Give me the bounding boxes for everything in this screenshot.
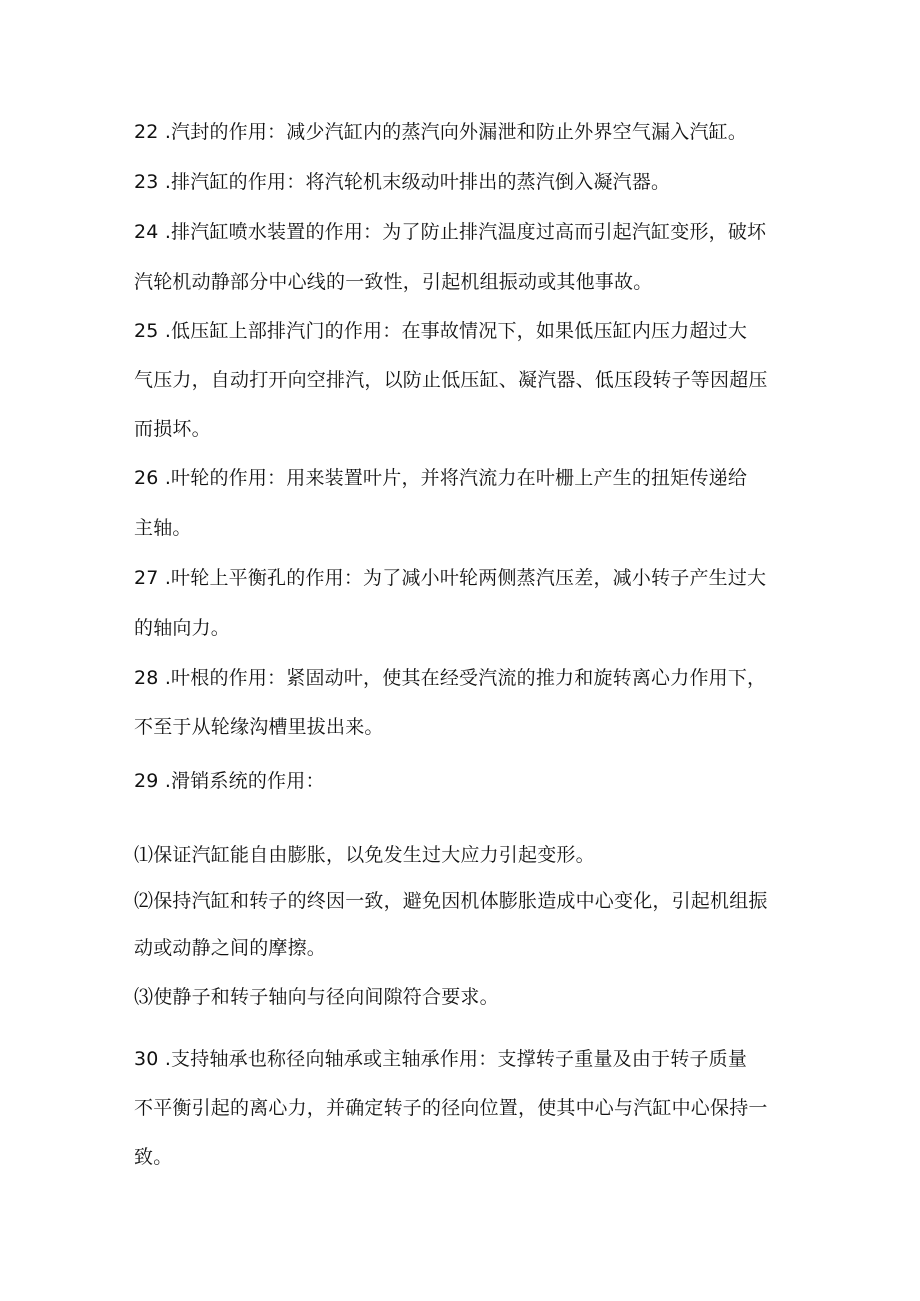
text-line-item-25-c: 而损坏。	[134, 418, 211, 440]
text-line-item-29-3: ⑶使静子和转子轴向与径向间隙符合要求。	[134, 986, 499, 1008]
text-line-item-23: 23 .排汽缸的作用：将汽轮机末级动叶排出的蒸汽倒入凝汽器。	[134, 171, 671, 193]
text-line-item-28-a: 28 .叶根的作用：紧固动叶，使其在经受汽流的推力和旋转离心力作用下，	[134, 667, 767, 689]
text-line-item-26-b: 主轴。	[134, 517, 192, 539]
text-line-item-30-b: 不平衡引起的离心力，并确定转子的径向位置，使其中心与汽缸中心保持一	[134, 1097, 768, 1119]
text-line-item-26-a: 26 .叶轮的作用：用来装置叶片，并将汽流力在叶栅上产生的扭矩传递给	[134, 467, 748, 489]
text-line-item-30-c: 致。	[134, 1146, 173, 1168]
text-line-item-29-2-b: 动或动静之间的摩擦。	[134, 937, 327, 959]
text-line-item-24-a: 24 .排汽缸喷水装置的作用：为了防止排汽温度过高而引起汽缸变形，破坏	[134, 221, 767, 243]
text-line-item-27-b: 的轴向力。	[134, 617, 231, 639]
text-line-item-29: 29 .滑销系统的作用：	[134, 770, 325, 792]
text-line-item-25-a: 25 .低压缸上部排汽门的作用：在事故情况下，如果低压缸内压力超过大	[134, 320, 748, 342]
text-line-item-27-a: 27 .叶轮上平衡孔的作用：为了减小叶轮两侧蒸汽压差，减小转子产生过大	[134, 567, 767, 589]
text-line-item-29-1: ⑴保证汽缸能自由膨胀，以免发生过大应力引起变形。	[134, 844, 595, 866]
text-line-item-28-b: 不至于从轮缘沟槽里拔出来。	[134, 716, 384, 738]
text-line-item-25-b: 气压力，自动打开向空排汽，以防止低压缸、凝汽器、低压段转子等因超压	[134, 369, 768, 391]
text-line-item-30-a: 30 .支持轴承也称径向轴承或主轴承作用：支撑转子重量及由于转子质量	[134, 1048, 748, 1070]
text-line-item-24-b: 汽轮机动静部分中心线的一致性，引起机组振动或其他事故。	[134, 271, 653, 293]
text-line-item-22: 22 .汽封的作用：减少汽缸内的蒸汽向外漏泄和防止外界空气漏入汽缸。	[134, 121, 748, 143]
text-line-item-29-2-a: ⑵保持汽缸和转子的终因一致，避免因机体膨胀造成中心变化，引起机组振	[134, 890, 768, 912]
